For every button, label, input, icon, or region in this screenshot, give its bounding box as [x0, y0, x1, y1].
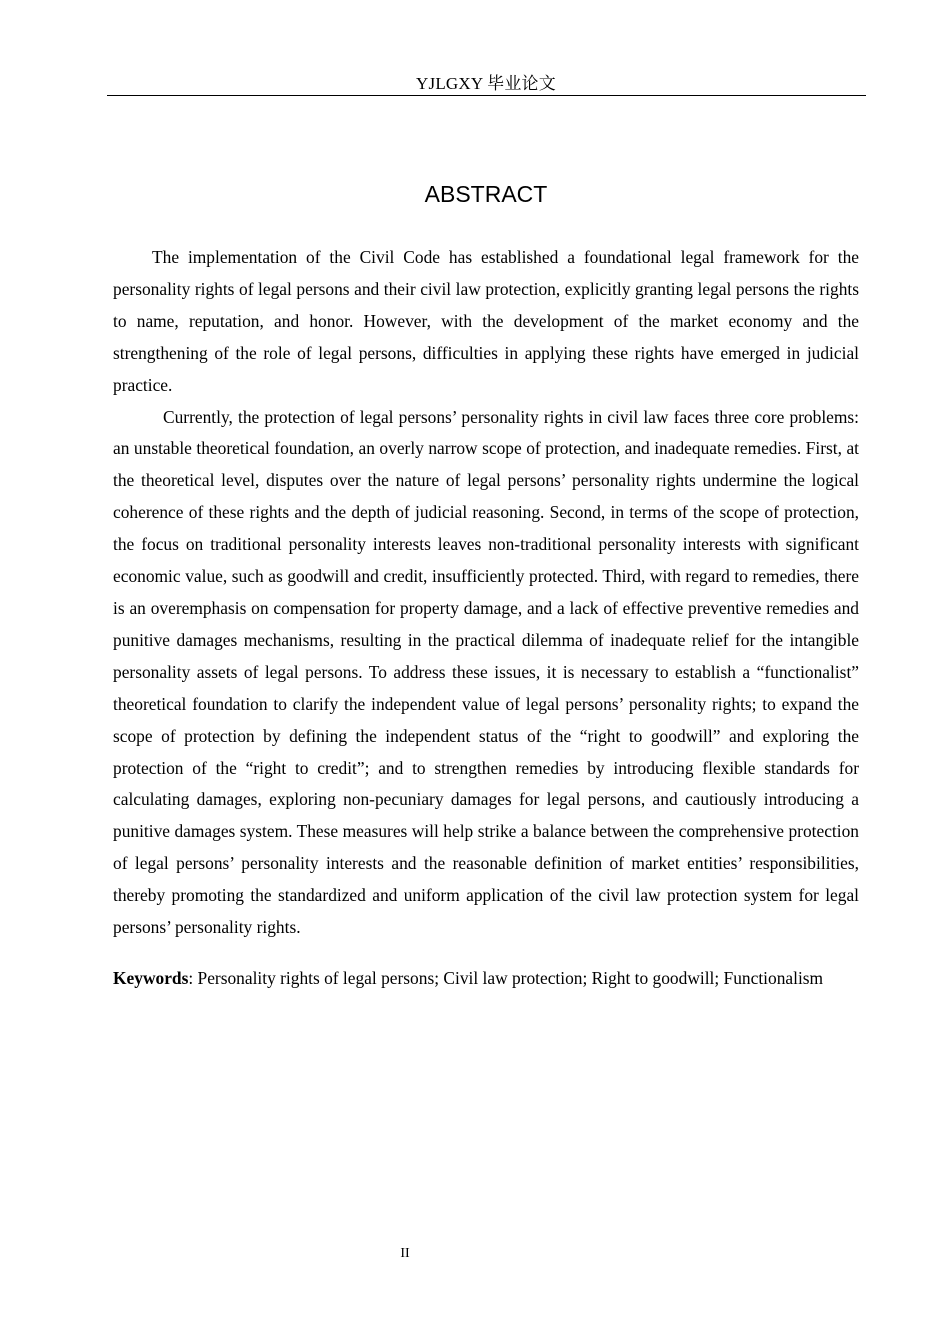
keywords-list: : Personality rights of legal persons; Civil law protection; Right to goodwill; Functionalism: [188, 967, 824, 988]
page-number: II: [400, 1246, 410, 1261]
abstract-paragraph-1: The implementation of the Civil Code has established a foundational legal framework for the personality rights of legal persons and their civil law protection, explicitly granting legal persons the rights to name, reputation, and honor. However, with the development of the market economy and the strengthening of the role of legal persons, difficulties in applying these rights have emerged in judicial practice.: [113, 247, 859, 395]
header-rule: [107, 95, 866, 96]
abstract-body: [113, 242, 859, 995]
keywords-line: [113, 963, 859, 995]
running-header: YJLGXY 毕业论文: [416, 74, 556, 93]
keywords-label: Keywords: [113, 967, 189, 988]
abstract-heading: ABSTRACT: [424, 181, 548, 207]
abstract-paragraph-2: Currently, the protection of legal persons’ personality rights in civil law faces three core problems: an unstable theoretical foundation, an overly narrow scope of protection, and inadequate remedies. First, at the theoretical level, disputes over the nature of legal persons’ personality rights undermine the logical coherence of these rights and the depth of judicial reasoning. Second, in terms of the scope of protection, the focus on traditional personality interests leaves non-traditional personality interests with significant economic value, such as goodwill and credit, insufficiently protected. Third, with regard to remedies, there is an overemphasis on compensation for property damage, and a lack of effective preventive remedies and punitive damages mechanisms, resulting in the practical dilemma of inadequate relief for the intangible personality assets of legal persons. To address these issues, it is necessary to establish a “functionalist” theoretical foundation to clarify the independent value of legal persons’ personality rights; to expand the scope of protection by defining the independent status of the “right to goodwill” and exploring the protection of the “right to credit”; and to strengthen remedies by introducing flexible standards for calculating damages, exploring non-pecuniary damages for legal persons, and cautiously introducing a punitive damages system. These measures will help strike a balance between the comprehensive protection of legal persons’ personality interests and the reasonable definition of market entities’ responsibilities, thereby promoting the standardized and uniform application of the civil law protection system for legal persons’ personality rights.: [113, 406, 859, 938]
